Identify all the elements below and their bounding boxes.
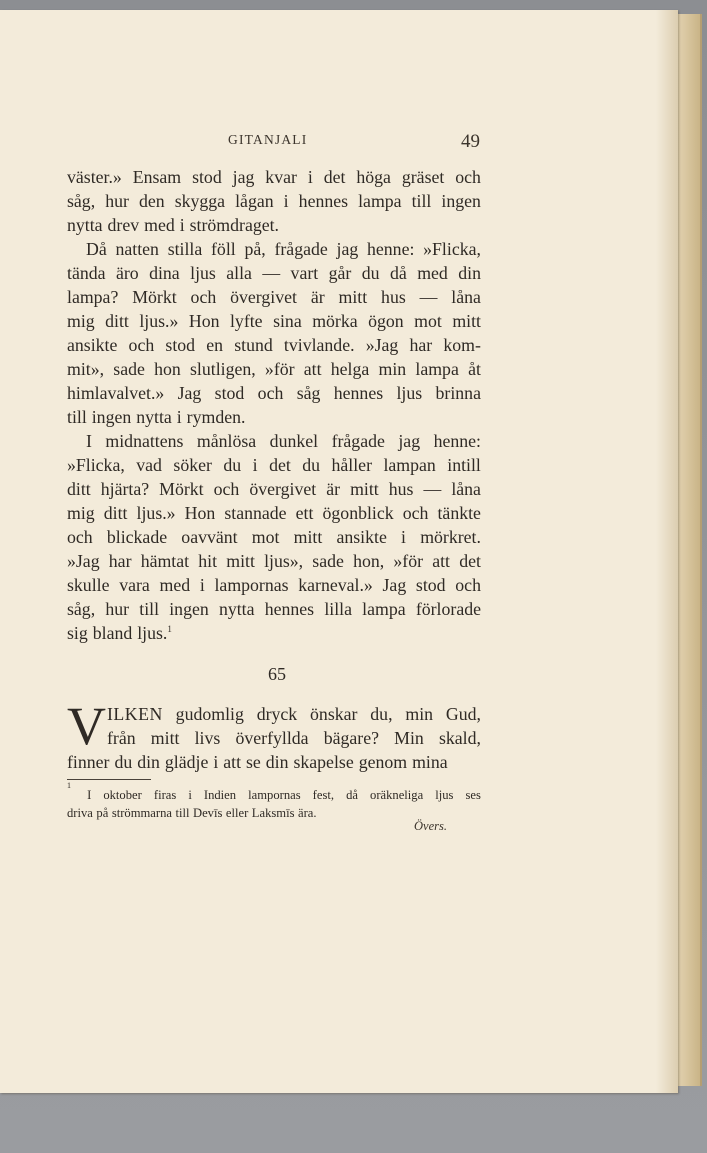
footnote-reference: 1 xyxy=(167,624,172,635)
word: skygga xyxy=(174,191,226,211)
word: midnattens xyxy=(105,431,184,451)
word: frågade xyxy=(331,431,385,451)
word: mörkret. xyxy=(420,527,481,547)
word: mitt xyxy=(293,527,323,547)
word: mitt xyxy=(452,311,481,331)
word: stilla xyxy=(167,239,203,259)
word: hennes xyxy=(333,383,384,403)
word: väster.» xyxy=(67,167,122,187)
text-line xyxy=(67,501,481,525)
word: övergivet xyxy=(249,479,317,499)
word: med xyxy=(144,215,175,235)
word: i xyxy=(252,455,258,475)
word: mitt xyxy=(150,728,180,748)
word: »Flicka, xyxy=(423,239,481,259)
poem-number: 65 xyxy=(268,664,286,684)
word: strömmarna xyxy=(111,806,172,820)
word: ljus xyxy=(190,263,216,283)
word: den xyxy=(138,191,165,211)
prose-text xyxy=(67,165,481,645)
word: »Jag xyxy=(365,335,399,355)
word: hämtat xyxy=(140,551,190,571)
word: i xyxy=(199,575,205,595)
word: ljus xyxy=(435,788,454,802)
word: i xyxy=(401,527,406,547)
word: drev xyxy=(107,215,140,235)
word: hon xyxy=(154,359,181,379)
word: och xyxy=(402,503,429,523)
word: gräset xyxy=(401,167,445,187)
word: strömdraget. xyxy=(189,215,280,235)
word: jag xyxy=(232,167,255,187)
word: — xyxy=(262,263,281,283)
word: tända xyxy=(67,263,106,283)
text-line xyxy=(67,357,481,381)
word: mitt xyxy=(226,551,255,571)
word: nytta xyxy=(67,215,103,235)
word: önskar xyxy=(310,704,358,724)
word: till xyxy=(67,407,87,427)
text-line xyxy=(67,702,481,726)
paragraph-1 xyxy=(67,165,481,237)
word: då xyxy=(346,788,358,802)
word: min xyxy=(405,704,434,724)
word: ansikte xyxy=(67,335,118,355)
word: eller xyxy=(225,806,249,820)
word: i xyxy=(213,752,219,772)
text-line xyxy=(67,285,481,309)
word: natten xyxy=(115,239,159,259)
word: i xyxy=(188,788,192,802)
word: oräkneliga xyxy=(370,788,424,802)
word: från xyxy=(107,728,136,748)
text-line xyxy=(67,405,481,429)
word: rymden. xyxy=(186,407,246,427)
word: det xyxy=(269,455,291,475)
word: himlavalvet.» xyxy=(67,383,165,403)
text-line xyxy=(67,549,481,573)
text-line xyxy=(67,621,481,645)
word: i xyxy=(307,167,313,187)
word: hon, xyxy=(353,551,385,571)
word: ljus.$^1$ xyxy=(137,623,172,643)
text-line xyxy=(67,309,481,333)
word: mina xyxy=(412,752,448,772)
word: till xyxy=(175,806,190,820)
footnote-lines xyxy=(67,781,481,822)
word: mitt xyxy=(350,479,379,499)
word: sade xyxy=(312,551,344,571)
word: ansikte xyxy=(336,527,387,547)
word: har xyxy=(108,551,132,571)
word: en xyxy=(206,335,224,355)
word: mit», xyxy=(67,359,105,379)
text-line xyxy=(67,750,481,774)
word: är xyxy=(310,287,325,307)
word: på xyxy=(96,806,109,820)
word: blickade xyxy=(106,527,168,547)
word: stod xyxy=(214,383,245,403)
running-head: GITANJALI xyxy=(228,132,308,147)
poem-first-word: ILKEN xyxy=(107,704,163,724)
word: tänkte xyxy=(437,503,481,523)
word: mörka xyxy=(312,311,358,331)
word: och xyxy=(257,383,284,403)
text-line xyxy=(67,477,481,501)
word: Laksmīs xyxy=(251,806,295,820)
word: mig xyxy=(67,311,95,331)
word: I xyxy=(86,431,92,451)
word: ära. xyxy=(298,806,317,820)
word: bägare? xyxy=(323,728,379,748)
word: dina xyxy=(149,263,180,283)
word: lilla xyxy=(324,599,352,619)
word: och xyxy=(67,527,93,547)
word: frågade xyxy=(274,239,328,259)
word: din xyxy=(137,752,160,772)
word: hus xyxy=(388,479,414,499)
word: det xyxy=(459,551,481,571)
word: Hon xyxy=(188,311,220,331)
word: du xyxy=(114,752,133,772)
word: lågan xyxy=(235,191,274,211)
text-line xyxy=(67,165,481,189)
word: såg xyxy=(296,383,321,403)
word: Mörkt xyxy=(132,287,177,307)
word: hennes xyxy=(264,599,315,619)
footnote-marker: 1 xyxy=(67,781,71,790)
poem-65-text xyxy=(67,696,481,774)
word: hur xyxy=(105,191,129,211)
word: höga xyxy=(356,167,391,187)
word: lyfte xyxy=(229,311,263,331)
word: går xyxy=(328,263,352,283)
word: då xyxy=(389,263,407,283)
text-line xyxy=(67,189,481,213)
word: att xyxy=(432,551,450,571)
word: »Jag xyxy=(67,551,100,571)
word: nytta xyxy=(136,407,172,427)
word: övergivet xyxy=(230,287,297,307)
word: ingen xyxy=(91,407,132,427)
poem-lines xyxy=(67,696,481,774)
word: Jag xyxy=(382,575,407,595)
word: ditt xyxy=(67,479,91,499)
word: lampa? xyxy=(67,287,119,307)
word: genom xyxy=(358,752,408,772)
word: på, xyxy=(244,239,266,259)
word: och xyxy=(128,335,155,355)
word: hur xyxy=(105,599,130,619)
word: henne: xyxy=(367,239,415,259)
text-line xyxy=(67,333,481,357)
footnote-rule xyxy=(67,779,151,780)
word: firas xyxy=(153,788,177,802)
word: bland xyxy=(92,623,133,643)
footnote-signature: Övers. xyxy=(414,819,447,833)
word: hus xyxy=(381,287,406,307)
word: du xyxy=(361,263,380,283)
paragraph-3 xyxy=(67,429,481,645)
word: stod xyxy=(165,335,196,355)
word: vad xyxy=(136,455,162,475)
word: dunkel xyxy=(269,431,319,451)
word: din xyxy=(265,752,289,772)
word: fest, xyxy=(312,788,335,802)
word: med xyxy=(159,575,191,595)
paragraph-2 xyxy=(67,237,481,429)
word: ingen xyxy=(169,599,209,619)
word: skald, xyxy=(438,728,481,748)
word: till xyxy=(411,191,432,211)
word: henne: xyxy=(433,431,481,451)
word: Devīs xyxy=(193,806,223,820)
text-line xyxy=(67,781,481,804)
footnote xyxy=(67,781,481,822)
word: ljus», xyxy=(264,551,304,571)
page-number: 49 xyxy=(461,131,480,152)
word: sade xyxy=(113,359,145,379)
word: Jag xyxy=(177,383,202,403)
word: slutligen, xyxy=(190,359,256,379)
word: åt xyxy=(468,359,481,379)
word: och xyxy=(455,167,481,187)
word: brinna xyxy=(435,383,481,403)
word: kom- xyxy=(443,335,481,355)
word: äro xyxy=(115,263,139,283)
word: Då xyxy=(86,239,107,259)
word: kvar xyxy=(265,167,297,187)
word: hennes xyxy=(298,191,349,211)
word: låna xyxy=(451,287,481,307)
word: »för xyxy=(264,359,295,379)
text-line xyxy=(67,573,481,597)
word: Mörkt xyxy=(159,479,204,499)
word: glädje xyxy=(164,752,209,772)
word: helga xyxy=(330,359,370,379)
word: såg, xyxy=(67,191,96,211)
word: ljus xyxy=(396,383,423,403)
word: lampa xyxy=(362,599,406,619)
word: och xyxy=(190,287,217,307)
word: att xyxy=(303,359,322,379)
text-line xyxy=(67,453,481,477)
word: det xyxy=(323,167,346,187)
word: lampa xyxy=(358,191,402,211)
word: jag xyxy=(336,239,359,259)
word: Min xyxy=(394,728,424,748)
word: mitt xyxy=(338,287,368,307)
word: ingen xyxy=(441,191,481,211)
word: sina xyxy=(273,311,302,331)
word: ditt xyxy=(103,503,128,523)
word: intill xyxy=(447,455,481,475)
drop-cap: V xyxy=(67,696,106,756)
word: gudomlig xyxy=(175,704,244,724)
word: »för xyxy=(393,551,424,571)
word: — xyxy=(423,479,442,499)
word: ögonblick xyxy=(322,503,394,523)
word: stod xyxy=(192,167,222,187)
word: Gud, xyxy=(445,704,481,724)
word: i xyxy=(176,407,182,427)
word: och xyxy=(455,575,481,595)
word: ett xyxy=(295,503,314,523)
word: lampa xyxy=(415,359,459,379)
word: Ensam xyxy=(132,167,182,187)
word: lampornas xyxy=(248,788,301,802)
text-line xyxy=(67,213,481,237)
word: överfyllda xyxy=(235,728,309,748)
word: ljus.» xyxy=(136,503,176,523)
word: driva xyxy=(67,806,93,820)
word: har xyxy=(409,335,433,355)
word: skulle xyxy=(67,575,110,595)
word: stannade xyxy=(224,503,287,523)
word: du xyxy=(302,455,321,475)
word: min xyxy=(378,359,407,379)
word: låna xyxy=(451,479,481,499)
word: ditt xyxy=(105,311,129,331)
word: lampornas xyxy=(214,575,289,595)
word: dryck xyxy=(256,704,298,724)
text-line xyxy=(67,726,481,750)
text-line xyxy=(67,597,481,621)
word: — xyxy=(419,287,438,307)
text-line xyxy=(67,381,481,405)
word: är xyxy=(326,479,341,499)
word: såg, xyxy=(67,599,96,619)
word: jag xyxy=(398,431,421,451)
text-line xyxy=(67,429,481,453)
word: tvivlande. xyxy=(283,335,355,355)
word: oavvänt xyxy=(181,527,238,547)
word: att xyxy=(223,752,242,772)
word: livs xyxy=(194,728,221,748)
word: alla xyxy=(226,263,252,283)
word: Hon xyxy=(184,503,216,523)
word: till xyxy=(139,599,160,619)
word: Indien xyxy=(203,788,237,802)
word: mig xyxy=(67,503,95,523)
word: ljus.» xyxy=(139,311,179,331)
word: med xyxy=(417,263,448,283)
word: oktober xyxy=(103,788,142,802)
word: karneval.» xyxy=(298,575,373,595)
word: mot xyxy=(251,527,280,547)
word: vart xyxy=(290,263,319,283)
word: vara xyxy=(119,575,150,595)
word: lampan xyxy=(383,455,436,475)
word: hjärta? xyxy=(100,479,150,499)
word: sig xyxy=(67,623,88,643)
word: se xyxy=(245,752,261,772)
word: du, xyxy=(370,704,393,724)
word: din xyxy=(458,263,481,283)
word: håller xyxy=(331,455,372,475)
word: skapelse xyxy=(293,752,354,772)
word: föll xyxy=(211,239,236,259)
word: söker xyxy=(173,455,212,475)
word: stund xyxy=(234,335,273,355)
word: »Flicka, xyxy=(67,455,125,475)
text-line xyxy=(67,525,481,549)
word: hit xyxy=(198,551,218,571)
word: du xyxy=(223,455,242,475)
word: i xyxy=(179,215,185,235)
word: förlorade xyxy=(415,599,481,619)
word: månlösa xyxy=(196,431,257,451)
word: stod xyxy=(415,575,446,595)
word: finner xyxy=(67,752,110,772)
word: ögon xyxy=(368,311,404,331)
word: mot xyxy=(414,311,442,331)
text-line xyxy=(67,261,481,285)
word: nytta xyxy=(218,599,255,619)
word: I xyxy=(87,788,92,802)
word: ses xyxy=(465,788,481,802)
word: i xyxy=(283,191,289,211)
word: och xyxy=(213,479,240,499)
text-line xyxy=(67,237,481,261)
